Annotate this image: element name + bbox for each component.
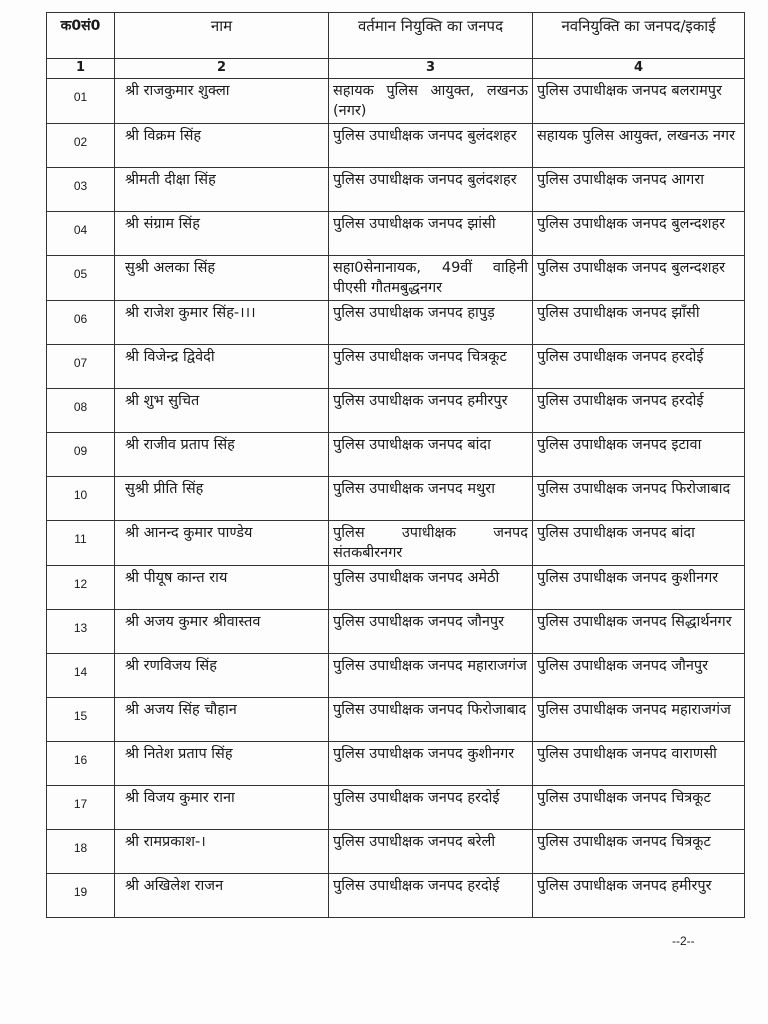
- table-row: [47, 168, 745, 212]
- column-number: 2: [115, 59, 329, 79]
- serial-number-cell: 06: [47, 301, 115, 345]
- current-posting-cell-text: पुलिस उपाधीक्षक जनपद चित्रकूट: [333, 349, 507, 365]
- serial-number-cell: 14: [47, 654, 115, 698]
- officer-name-cell: श्री अखिलेश राजन: [115, 874, 329, 918]
- new-posting-cell-text: पुलिस उपाधीक्षक जनपद हरदोई: [537, 393, 704, 409]
- table-row: [47, 433, 745, 477]
- current-posting-cell: [329, 566, 533, 610]
- officer-name-cell: श्री विजय कुमार राना: [115, 786, 329, 830]
- current-posting-cell: [329, 433, 533, 477]
- serial-number-cell: 16: [47, 742, 115, 786]
- new-posting-cell-text: पुलिस उपाधीक्षक जनपद बुलन्दशहर: [537, 216, 726, 232]
- table-row: [47, 786, 745, 830]
- new-posting-cell-text: पुलिस उपाधीक्षक जनपद कुशीनगर: [537, 570, 719, 586]
- current-posting-cell: [329, 874, 533, 918]
- table-row: [47, 830, 745, 874]
- officer-name-cell: श्री अजय सिंह चौहान: [115, 698, 329, 742]
- current-posting-cell-text: पुलिस उपाधीक्षक जनपद हापुड़: [333, 305, 495, 321]
- serial-number-cell: 03: [47, 168, 115, 212]
- new-posting-cell: [533, 301, 745, 345]
- new-posting-cell: [533, 742, 745, 786]
- officer-name-cell: श्री पीयूष कान्त राय: [115, 566, 329, 610]
- table-row: [47, 874, 745, 918]
- serial-number-cell: 15: [47, 698, 115, 742]
- officer-name-cell: श्री रामप्रकाश-।: [115, 830, 329, 874]
- new-posting-cell-text: सहायक पुलिस आयुक्त, लखनऊ नगर: [537, 128, 736, 144]
- serial-number-cell: 02: [47, 124, 115, 168]
- serial-number-cell: 01: [47, 79, 115, 124]
- officer-name-cell: श्री विक्रम सिंह: [115, 124, 329, 168]
- table-row: [47, 698, 745, 742]
- new-posting-cell: [533, 389, 745, 433]
- current-posting-cell: [329, 742, 533, 786]
- serial-number-cell: 07: [47, 345, 115, 389]
- page-number: --2--: [672, 934, 695, 948]
- officer-name-cell: श्री रणविजय सिंह: [115, 654, 329, 698]
- new-posting-cell: [533, 874, 745, 918]
- column-number: 3: [329, 59, 533, 79]
- new-posting-cell-text: पुलिस उपाधीक्षक जनपद चित्रकूट: [537, 834, 711, 850]
- table-row: [47, 124, 745, 168]
- officer-name-cell: श्री विजेन्द्र द्विवेदी: [115, 345, 329, 389]
- officer-name-cell: सुश्री प्रीति सिंह: [115, 477, 329, 521]
- new-posting-cell: [533, 212, 745, 256]
- current-posting-cell-text: पुलिस उपाधीक्षक जनपद फिरोजाबाद: [333, 702, 527, 718]
- current-posting-cell-text: पुलिस उपाधीक्षक जनपद हरदोई: [333, 790, 500, 806]
- serial-number-cell: 18: [47, 830, 115, 874]
- current-posting-cell: [329, 654, 533, 698]
- new-posting-cell-text: पुलिस उपाधीक्षक जनपद वाराणसी: [537, 746, 717, 762]
- serial-number-cell: 09: [47, 433, 115, 477]
- table-row: [47, 389, 745, 433]
- new-posting-cell-text: पुलिस उपाधीक्षक जनपद बुलन्दशहर: [537, 260, 726, 276]
- current-posting-cell-text: सहायक पुलिस आयुक्त, लखनऊ (नगर): [333, 83, 528, 119]
- table-row: [47, 566, 745, 610]
- new-posting-cell: [533, 521, 745, 566]
- current-posting-cell: [329, 79, 533, 124]
- current-posting-cell: [329, 521, 533, 566]
- serial-number-cell: 13: [47, 610, 115, 654]
- current-posting-cell-text: सहा0सेनानायक, 49वीं वाहिनी पीएसी गौतमबुद्धनगर: [333, 260, 528, 296]
- current-posting-cell-text: पुलिस उपाधीक्षक जनपद हमीरपुर: [333, 393, 508, 409]
- current-posting-cell: [329, 345, 533, 389]
- current-posting-cell-text: पुलिस उपाधीक्षक जनपद हरदोई: [333, 878, 500, 894]
- officer-name-cell: श्री नितेश प्रताप सिंह: [115, 742, 329, 786]
- header-new-posting: नवनियुक्ति का जनपद/इकाई: [533, 13, 745, 59]
- column-number-row: [47, 59, 745, 79]
- current-posting-cell: [329, 389, 533, 433]
- new-posting-cell: [533, 654, 745, 698]
- new-posting-cell-text: पुलिस उपाधीक्षक जनपद आगरा: [537, 172, 705, 188]
- table-row: [47, 477, 745, 521]
- officer-name-cell: श्री आनन्द कुमार पाण्डेय: [115, 521, 329, 566]
- new-posting-cell: [533, 477, 745, 521]
- new-posting-cell-text: पुलिस उपाधीक्षक जनपद चित्रकूट: [537, 790, 711, 806]
- new-posting-cell: [533, 79, 745, 124]
- serial-number-cell: 17: [47, 786, 115, 830]
- officer-name-cell: श्री राजकुमार शुक्ला: [115, 79, 329, 124]
- new-posting-cell-text: पुलिस उपाधीक्षक जनपद फिरोजाबाद: [537, 481, 731, 497]
- new-posting-cell: [533, 566, 745, 610]
- table-row: [47, 345, 745, 389]
- serial-number-cell: 04: [47, 212, 115, 256]
- new-posting-cell-text: पुलिस उपाधीक्षक जनपद महाराजगंज: [537, 702, 731, 718]
- current-posting-cell-text: पुलिस उपाधीक्षक जनपद कुशीनगर: [333, 746, 515, 762]
- current-posting-cell: [329, 212, 533, 256]
- new-posting-cell-text: पुलिस उपाधीक्षक जनपद बांदा: [537, 525, 695, 541]
- serial-number-cell: 19: [47, 874, 115, 918]
- officer-name-cell: श्री संग्राम सिंह: [115, 212, 329, 256]
- current-posting-cell-text: पुलिस उपाधीक्षक जनपद महाराजगंज: [333, 658, 527, 674]
- officer-name-cell: श्री राजीव प्रताप सिंह: [115, 433, 329, 477]
- table-row: [47, 256, 745, 301]
- current-posting-cell: [329, 301, 533, 345]
- current-posting-cell-text: पुलिस उपाधीक्षक जनपद बुलंदशहर: [333, 128, 517, 144]
- table-row: [47, 521, 745, 566]
- officer-name-cell: श्री शुभ सुचित: [115, 389, 329, 433]
- new-posting-cell: [533, 433, 745, 477]
- current-posting-cell: [329, 698, 533, 742]
- new-posting-cell: [533, 256, 745, 301]
- new-posting-cell: [533, 124, 745, 168]
- table-body: [47, 79, 745, 918]
- current-posting-cell: [329, 168, 533, 212]
- new-posting-cell-text: पुलिस उपाधीक्षक जनपद इटावा: [537, 437, 702, 453]
- new-posting-cell: [533, 698, 745, 742]
- current-posting-cell-text: पुलिस उपाधीक्षक जनपद बरेली: [333, 834, 496, 850]
- table-row: [47, 654, 745, 698]
- new-posting-cell-text: पुलिस उपाधीक्षक जनपद हरदोई: [537, 349, 704, 365]
- current-posting-cell-text: पुलिस उपाधीक्षक जनपद अमेठी: [333, 570, 500, 586]
- current-posting-cell-text: पुलिस उपाधीक्षक जनपद झांसी: [333, 216, 496, 232]
- new-posting-cell-text: पुलिस उपाधीक्षक जनपद हमीरपुर: [537, 878, 712, 894]
- serial-number-cell: 05: [47, 256, 115, 301]
- table-header-row: [47, 13, 745, 59]
- serial-number-cell: 10: [47, 477, 115, 521]
- current-posting-cell: [329, 124, 533, 168]
- table-row: [47, 301, 745, 345]
- new-posting-cell-text: पुलिस उपाधीक्षक जनपद झाँसी: [537, 305, 700, 321]
- current-posting-cell-text: पुलिस उपाधीक्षक जनपद मथुरा: [333, 481, 495, 497]
- current-posting-cell-text: पुलिस उपाधीक्षक जनपद संतकबीरनगर: [333, 525, 528, 561]
- officer-name-cell: श्रीमती दीक्षा सिंह: [115, 168, 329, 212]
- transfer-table: [46, 12, 745, 918]
- new-posting-cell-text: पुलिस उपाधीक्षक जनपद बलरामपुर: [537, 83, 722, 99]
- new-posting-cell: [533, 830, 745, 874]
- current-posting-cell-text: पुलिस उपाधीक्षक जनपद जौनपुर: [333, 614, 505, 630]
- new-posting-cell-text: पुलिस उपाधीक्षक जनपद जौनपुर: [537, 658, 709, 674]
- new-posting-cell: [533, 610, 745, 654]
- serial-number-cell: 12: [47, 566, 115, 610]
- serial-number-cell: 11: [47, 521, 115, 566]
- new-posting-cell: [533, 345, 745, 389]
- officer-name-cell: सुश्री अलका सिंह: [115, 256, 329, 301]
- current-posting-cell: [329, 830, 533, 874]
- header-serial-number: क0सं0: [47, 13, 115, 59]
- table-row: [47, 79, 745, 124]
- officer-name-cell: श्री अजय कुमार श्रीवास्तव: [115, 610, 329, 654]
- current-posting-cell-text: पुलिस उपाधीक्षक जनपद बांदा: [333, 437, 491, 453]
- new-posting-cell: [533, 786, 745, 830]
- header-current-posting: वर्तमान नियुक्ति का जनपद: [329, 13, 533, 59]
- table-row: [47, 610, 745, 654]
- current-posting-cell: [329, 786, 533, 830]
- header-name: नाम: [115, 13, 329, 59]
- new-posting-cell-text: पुलिस उपाधीक्षक जनपद सिद्धार्थनगर: [537, 614, 732, 630]
- new-posting-cell: [533, 168, 745, 212]
- current-posting-cell-text: पुलिस उपाधीक्षक जनपद बुलंदशहर: [333, 172, 517, 188]
- officer-name-cell: श्री राजेश कुमार सिंह-।।।: [115, 301, 329, 345]
- table-row: [47, 742, 745, 786]
- column-number: 4: [533, 59, 745, 79]
- current-posting-cell: [329, 477, 533, 521]
- column-number: 1: [47, 59, 115, 79]
- serial-number-cell: 08: [47, 389, 115, 433]
- current-posting-cell: [329, 256, 533, 301]
- table-row: [47, 212, 745, 256]
- current-posting-cell: [329, 610, 533, 654]
